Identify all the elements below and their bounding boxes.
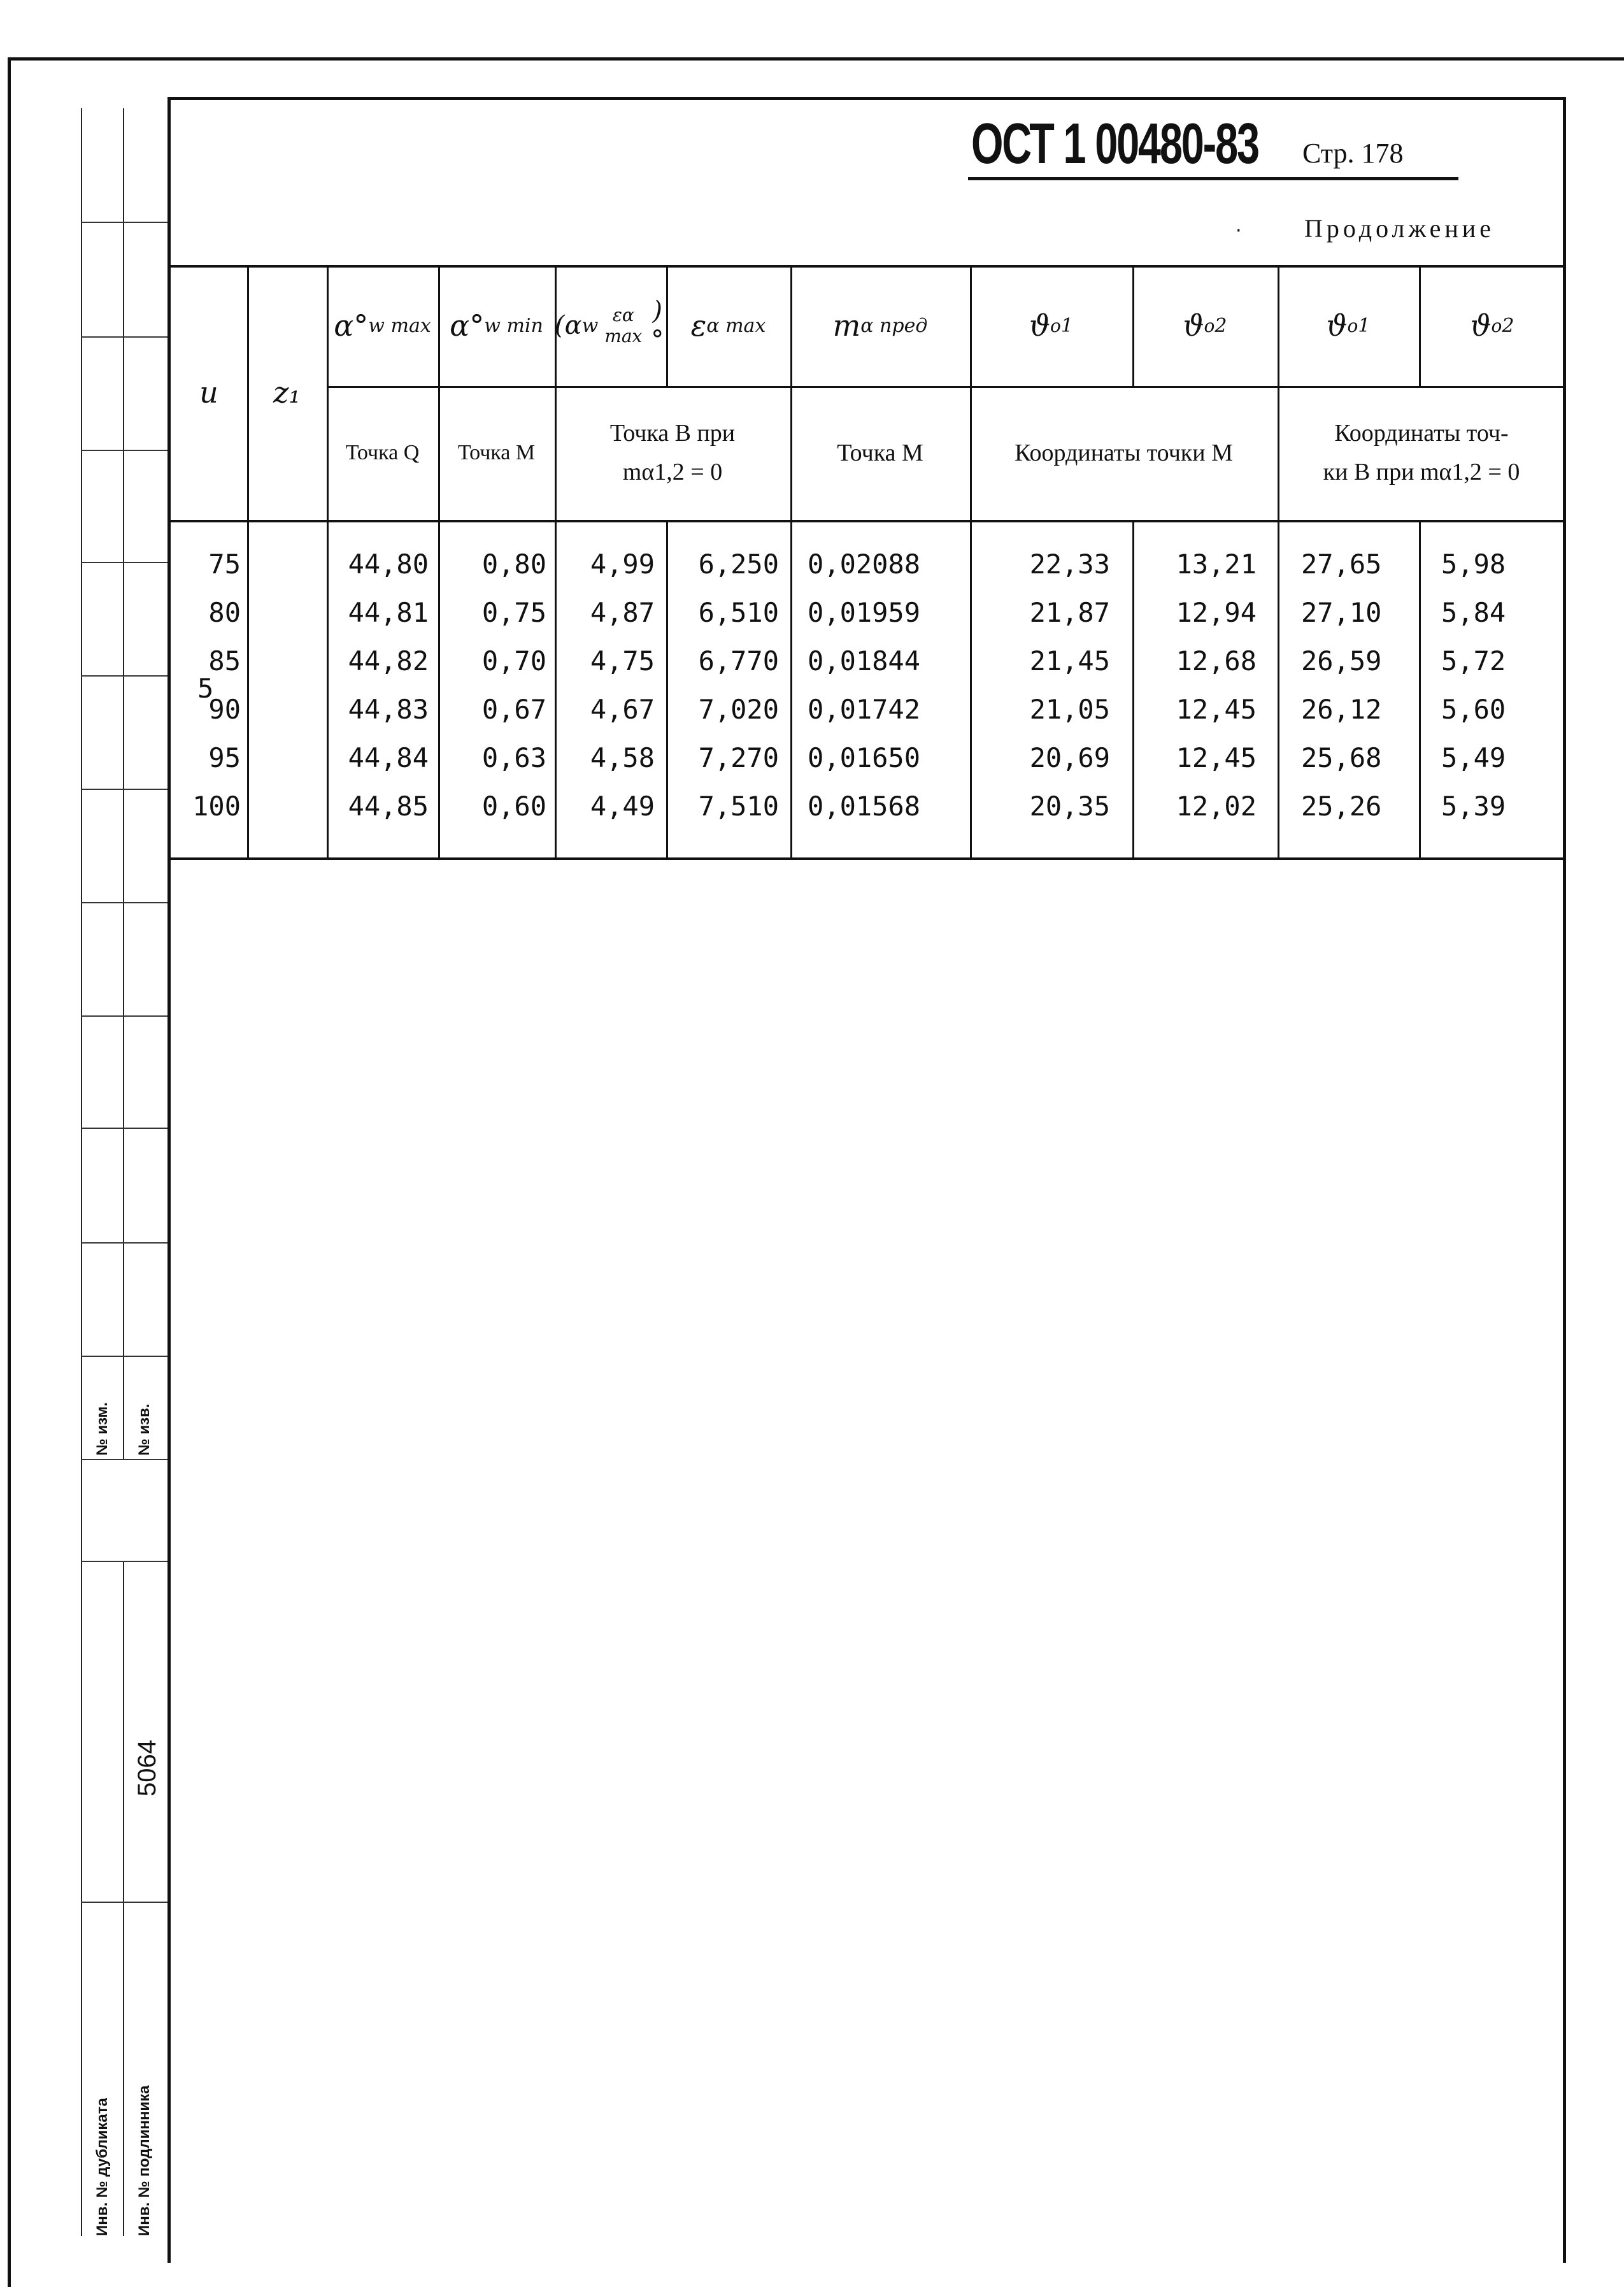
- header-aw-eps: (α w εα max )°: [555, 296, 664, 355]
- cell-v1-m: 20,69: [1029, 742, 1110, 773]
- cell-aw-max: 44,82: [348, 645, 429, 677]
- cell-aw-max: 44,80: [348, 548, 429, 580]
- cell-v1-b: 27,10: [1301, 597, 1382, 628]
- cell-aw-min: 0,63: [481, 742, 546, 773]
- inv-duplicate-label: Инв. № дубликата: [94, 2098, 111, 2236]
- cell-eps-max: 7,510: [698, 791, 779, 822]
- cell-z1: 90: [208, 694, 241, 725]
- header-aw-min: α° w min: [450, 308, 543, 343]
- cell-m-pred: 0,01568: [808, 791, 921, 822]
- cell-aw-eps: 4,99: [590, 548, 655, 580]
- cell-v1-m: 21,45: [1029, 645, 1110, 677]
- cell-aw-eps: 4,49: [590, 791, 655, 822]
- cell-v2-b: 5,49: [1441, 742, 1506, 773]
- cell-eps-max: 7,270: [698, 742, 779, 773]
- cell-z1: 85: [208, 645, 241, 677]
- cell-v1-b: 26,59: [1301, 645, 1382, 677]
- cell-aw-eps: 4,87: [590, 597, 655, 628]
- cell-v1-m: 20,35: [1029, 791, 1110, 822]
- cell-aw-max: 44,85: [348, 791, 429, 822]
- header-u: u: [199, 375, 218, 410]
- cell-v2-b: 5,60: [1441, 694, 1506, 725]
- page-number: Стр. 178: [1302, 138, 1404, 169]
- header-z1: z₁: [273, 375, 301, 410]
- cell-z1: 95: [208, 742, 241, 773]
- notice-no-label: № изв.: [136, 1403, 153, 1456]
- cell-v1-m: 21,05: [1029, 694, 1110, 725]
- cell-m-pred: 0,01844: [808, 645, 921, 677]
- cell-v1-b: 25,68: [1301, 742, 1382, 773]
- cell-aw-min: 0,60: [481, 791, 546, 822]
- cell-aw-max: 44,81: [348, 597, 429, 628]
- inv-original-label: Инв. № подлинника: [136, 2085, 153, 2236]
- cell-v2-b: 5,84: [1441, 597, 1506, 628]
- inv-number: 5064: [133, 1740, 161, 1796]
- subheader-point-m: Точка M: [457, 440, 536, 464]
- cell-v2-m: 12,02: [1176, 791, 1257, 822]
- header-underline: [968, 177, 1458, 180]
- subheader-point-m2: Точка M: [837, 439, 923, 466]
- dot-mark: ·: [1236, 220, 1242, 242]
- subheader-point-b: Точка B при mα1,2 = 0: [609, 420, 736, 485]
- cell-aw-min: 0,67: [481, 694, 546, 725]
- cell-eps-max: 6,770: [698, 645, 779, 677]
- cell-v2-m: 12,45: [1176, 694, 1257, 725]
- cell-m-pred: 0,01650: [808, 742, 921, 773]
- subheader-coords-b: Координаты точ- ки B при mα1,2 = 0: [1323, 420, 1520, 485]
- cell-z1: 80: [208, 597, 241, 628]
- cell-v2-m: 12,68: [1176, 645, 1257, 677]
- subheader-point-q: Точка Q: [345, 440, 420, 464]
- cell-v2-b: 5,98: [1441, 548, 1506, 580]
- header-v1-b: ϑ o 1: [1326, 308, 1371, 343]
- cell-aw-min: 0,75: [481, 597, 546, 628]
- cell-v2-b: 5,39: [1441, 791, 1506, 822]
- cell-aw-eps: 4,67: [590, 694, 655, 725]
- document-id: ОСТ 1 00480-83: [971, 112, 1258, 176]
- cell-eps-max: 6,250: [698, 548, 779, 580]
- u-value: 5: [197, 673, 214, 704]
- cell-eps-max: 7,020: [698, 694, 779, 725]
- cell-z1: 100: [192, 791, 241, 822]
- header-eps-max: ε α max: [690, 308, 766, 343]
- cell-aw-eps: 4,58: [590, 742, 655, 773]
- cell-aw-min: 0,80: [481, 548, 546, 580]
- cell-v2-b: 5,72: [1441, 645, 1506, 677]
- subheader-coords-m: Координаты точки M: [1015, 439, 1233, 466]
- change-no-label: № изм.: [94, 1402, 111, 1456]
- margin-strip: [81, 108, 167, 2236]
- cell-aw-max: 44,84: [348, 742, 429, 773]
- cell-aw-max: 44,83: [348, 694, 429, 725]
- cell-v1-b: 25,26: [1301, 791, 1382, 822]
- header-v1-m: ϑ o 1: [1029, 308, 1073, 343]
- cell-m-pred: 0,02088: [808, 548, 921, 580]
- header-v2-m: ϑ o 2: [1183, 308, 1227, 343]
- header-m-pred: m α пред: [832, 308, 928, 343]
- cell-v2-m: 13,21: [1176, 548, 1257, 580]
- cell-v1-m: 21,87: [1029, 597, 1110, 628]
- cell-aw-eps: 4,75: [590, 645, 655, 677]
- header-v2-b: ϑ o 2: [1470, 308, 1514, 343]
- continuation-label: Продолжение: [1304, 214, 1495, 243]
- cell-v2-m: 12,94: [1176, 597, 1257, 628]
- cell-v1-b: 26,12: [1301, 694, 1382, 725]
- cell-v2-m: 12,45: [1176, 742, 1257, 773]
- cell-m-pred: 0,01742: [808, 694, 921, 725]
- cell-m-pred: 0,01959: [808, 597, 921, 628]
- header-aw-max: α° w max: [334, 308, 431, 343]
- cell-z1: 75: [208, 548, 241, 580]
- document-header: [971, 111, 1404, 177]
- cell-eps-max: 6,510: [698, 597, 779, 628]
- cell-aw-min: 0,70: [481, 645, 546, 677]
- cell-v1-m: 22,33: [1029, 548, 1110, 580]
- cell-v1-b: 27,65: [1301, 548, 1382, 580]
